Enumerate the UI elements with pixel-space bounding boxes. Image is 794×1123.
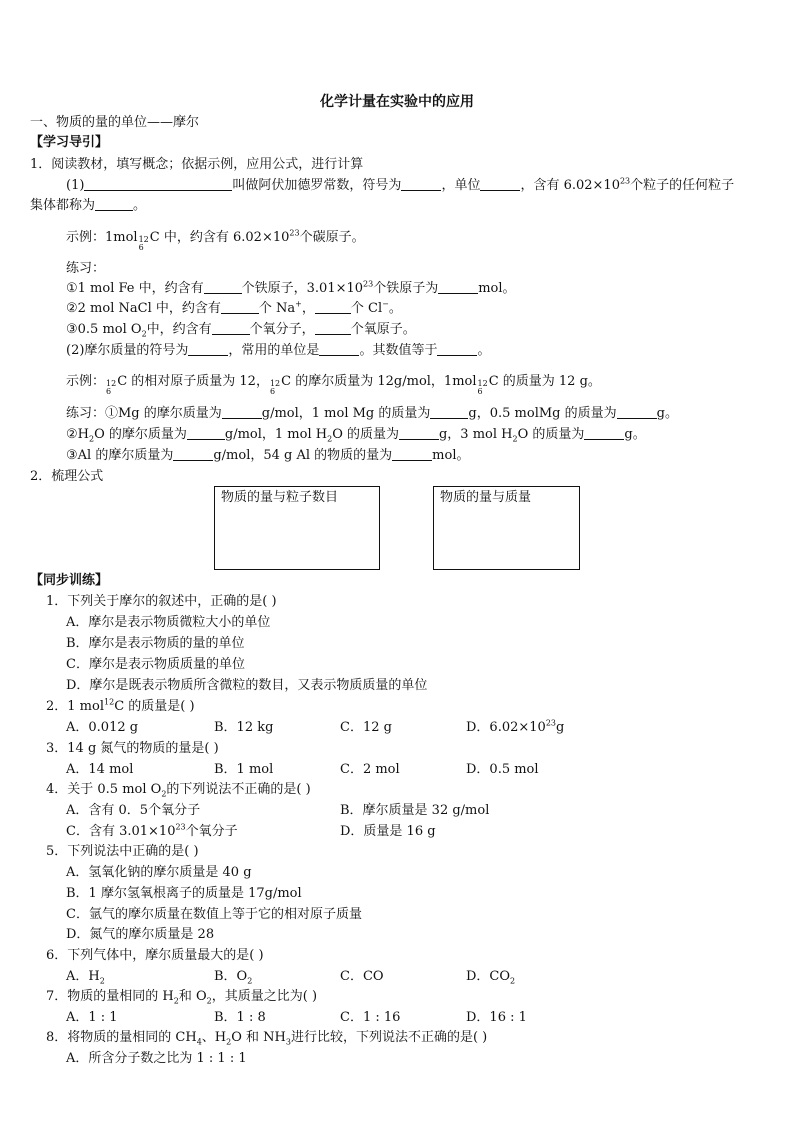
practice-2: ②2 mol NaCl 中，约含有 个 Na+， 个 Cl−。 bbox=[66, 299, 402, 316]
option[interactable]: B．1 摩尔氢氧根离子的质量是 17g/mol bbox=[66, 886, 302, 901]
option[interactable]: C．含有 $3.01\times 10^{23}$个氧分子 bbox=[66, 822, 238, 839]
formula-box-mass[interactable] bbox=[433, 486, 580, 570]
option[interactable]: C．摩尔是表示物质质量的单位 bbox=[66, 657, 245, 672]
option[interactable]: C．1 : 16 bbox=[340, 1010, 401, 1025]
option[interactable]: D．16 : 1 bbox=[466, 1010, 527, 1025]
option[interactable]: A．所含分子数之比为 1 : 1 : 1 bbox=[66, 1051, 247, 1066]
option[interactable]: B．$O_2$ bbox=[214, 969, 253, 986]
option[interactable]: C．2 mol bbox=[340, 762, 400, 777]
answer-blank[interactable] bbox=[315, 321, 351, 335]
practice-3: ③0.5 mol $O_2$中，约含有 个氧分子， 个氧原子。 bbox=[66, 322, 416, 339]
section-heading: 一、物质的量的单位——摩尔 bbox=[30, 115, 200, 130]
page-title: 化学计量在实验中的应用 bbox=[320, 94, 474, 110]
isotope-notation: 12 6 bbox=[269, 379, 281, 396]
formula-box-label: 物质的量与粒子数目 bbox=[221, 490, 339, 505]
quiz-question-2: 2．1 mol$^{12}$C 的质量是( ) bbox=[46, 697, 195, 714]
concept-line-1: (1) 叫做阿伏加德罗常数，符号为 ，单位 ，含有 $6.02\times 10^{23}$个粒子的任何粒子 bbox=[66, 176, 735, 193]
option[interactable]: C．氩气的摩尔质量在数值上等于它的相对原子质量 bbox=[66, 907, 362, 922]
answer-blank[interactable] bbox=[221, 300, 259, 314]
quiz-question-5: 5．下列说法中正确的是( ) bbox=[46, 844, 199, 859]
quiz-question-3: 3．14 g 氮气的物质的量是( ) bbox=[46, 741, 219, 756]
answer-blank[interactable] bbox=[222, 405, 262, 419]
practice-label: 练习： bbox=[66, 261, 106, 276]
answer-blank[interactable] bbox=[84, 177, 232, 191]
isotope-notation: 12 6 bbox=[477, 379, 488, 396]
option[interactable]: C．CO bbox=[340, 969, 384, 984]
answer-blank[interactable] bbox=[204, 280, 242, 294]
option[interactable]: D．质量是 16 g bbox=[340, 824, 436, 839]
answer-blank[interactable] bbox=[173, 447, 213, 461]
answer-blank[interactable] bbox=[437, 342, 477, 356]
answer-blank[interactable] bbox=[401, 177, 441, 191]
molar-mass-line: (2)摩尔质量的符号为 ，常用的单位是 。其数值等于 。 bbox=[66, 343, 491, 358]
answer-blank[interactable] bbox=[584, 426, 624, 440]
answer-blank[interactable] bbox=[392, 447, 432, 461]
answer-blank[interactable] bbox=[188, 342, 228, 356]
answer-blank[interactable] bbox=[319, 342, 359, 356]
option[interactable]: B．12 kg bbox=[214, 720, 274, 735]
question-intro: 1．阅读教材，填写概念；依据示例，应用公式，进行计算 bbox=[30, 157, 364, 172]
option[interactable]: A．含有 0．5个氧分子 bbox=[66, 803, 201, 818]
formula-box-label: 物质的量与质量 bbox=[440, 490, 532, 505]
answer-blank[interactable] bbox=[617, 405, 657, 419]
answer-blank[interactable] bbox=[212, 321, 250, 335]
option[interactable]: D．摩尔是既表示物质所含微粒的数目，又表示物质质量的单位 bbox=[66, 678, 428, 693]
answer-blank[interactable] bbox=[430, 405, 468, 419]
guide-header: 【学习导引】 bbox=[30, 135, 109, 150]
quiz-question-1: 1．下列关于摩尔的叙述中，正确的是( ) bbox=[46, 594, 277, 609]
option[interactable]: D．0.5 mol bbox=[466, 762, 539, 777]
option[interactable]: A．1 : 1 bbox=[66, 1010, 118, 1025]
option[interactable]: B．1 mol bbox=[214, 762, 274, 777]
sync-header: 【同步训练】 bbox=[30, 573, 109, 588]
option[interactable]: D．氮气的摩尔质量是 28 bbox=[66, 927, 215, 942]
option[interactable]: B．摩尔质量是 32 g/mol bbox=[340, 803, 490, 818]
isotope-notation: 12 6 bbox=[138, 235, 149, 252]
answer-blank[interactable] bbox=[187, 426, 225, 440]
option[interactable]: A．摩尔是表示物质微粒大小的单位 bbox=[66, 615, 271, 630]
quiz-question-7: 7．物质的量相同的 $H_2$和 $O_2$，其质量之比为( ) bbox=[46, 989, 318, 1006]
option[interactable]: C．12 g bbox=[340, 720, 392, 735]
answer-blank[interactable] bbox=[438, 280, 478, 294]
option[interactable]: B．摩尔是表示物质的量的单位 bbox=[66, 636, 245, 651]
quiz-question-8: 8．将物质的量相同的 $CH_4$、$H_2O$ 和 $NH_3$进行比较，下列说法不正确的是( ) bbox=[46, 1030, 488, 1047]
answer-blank[interactable] bbox=[480, 177, 520, 191]
option[interactable]: A．14 mol bbox=[66, 762, 134, 777]
option[interactable]: A．0.012 g bbox=[66, 720, 139, 735]
option[interactable]: A．$H_2$ bbox=[66, 969, 105, 986]
mass-practice-2: $②H_2O$ 的摩尔质量为 g/mol，1 mol $H_2O$ 的质量为 g，3 mol $H_2O$ 的质量为 g。 bbox=[66, 427, 646, 444]
answer-blank[interactable] bbox=[399, 426, 439, 440]
practice-1: ①1 mol Fe 中，约含有 个铁原子，$3.01\times 10^{23}$个铁原子为 mol。 bbox=[66, 279, 516, 296]
concept-line-2: 集体都称为 。 bbox=[30, 198, 147, 213]
option[interactable]: D．$CO_2$ bbox=[466, 969, 516, 986]
question-2: 2．梳理公式 bbox=[30, 469, 104, 484]
mass-practice-3: ③Al 的摩尔质量为 g/mol，54 g Al 的物质的量为 mol。 bbox=[66, 448, 470, 463]
quiz-question-4: 4．关于 0.5 mol $O_2$的下列说法不正确的是( ) bbox=[46, 782, 311, 799]
option[interactable]: B．1 : 8 bbox=[214, 1010, 266, 1025]
option[interactable]: D．$6.02\times 10^{23}g$ bbox=[466, 718, 565, 735]
answer-blank[interactable] bbox=[95, 197, 133, 211]
option[interactable]: A．氢氧化钠的摩尔质量是 40 g bbox=[66, 865, 252, 880]
quiz-question-6: 6．下列气体中，摩尔质量最大的是( ) bbox=[46, 948, 264, 963]
example-1: 示例：1mol 12 6 C 中，约含有 $6.02\times 10^{23}$个碳原子。 bbox=[66, 228, 365, 252]
answer-blank[interactable] bbox=[315, 300, 351, 314]
formula-box-particles[interactable] bbox=[214, 486, 380, 570]
mass-practice-1: 练习：①Mg 的摩尔质量为 g/mol，1 mol Mg 的质量为 g，0.5 molMg 的质量为 g。 bbox=[66, 406, 678, 421]
isotope-notation: 12 6 bbox=[106, 379, 117, 396]
example-2: 示例： 12 6 C 的相对原子质量为 12， 12 6 C 的摩尔质量为 12g/mol，1mol 12 6 C 的质量为 12 g。 bbox=[66, 374, 601, 396]
